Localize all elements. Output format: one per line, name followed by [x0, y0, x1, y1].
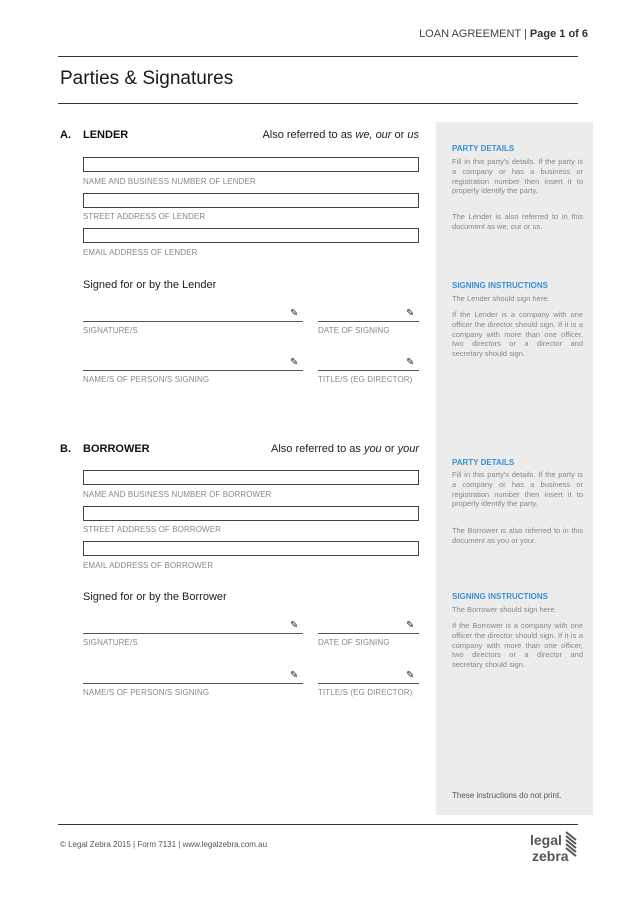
legal-zebra-logo — [530, 828, 578, 868]
borrower-email-label: EMAIL ADDRESS OF BORROWER — [83, 561, 214, 570]
section-a-letter: A. — [60, 129, 71, 141]
lender-date-label: DATE OF SIGNING — [318, 326, 390, 335]
lender-email-field[interactable] — [83, 228, 419, 243]
borrower-party-details-heading: PARTY DETAILS — [452, 458, 515, 467]
lender-signing-text: The Lender should sign here. — [452, 294, 550, 303]
lender-party-details-text: Fill in this party's details. If the party is a company or has a business or registration number then insert it to properly identify the party. — [452, 157, 583, 196]
lender-address-field[interactable] — [83, 193, 419, 208]
header-divider — [58, 56, 578, 57]
section-b-letter: B. — [60, 443, 71, 455]
borrower-name-field[interactable] — [83, 470, 419, 485]
section-a-title: LENDER — [83, 129, 129, 141]
pen-icon: ✎ — [406, 308, 415, 319]
borrower-signing-detail: If the Borrower is a company with one officer the director should sign. If it is a company with more than one officer, two directors or a director and secretary should sign. — [452, 621, 583, 670]
borrower-date-label: DATE OF SIGNING — [318, 638, 390, 647]
borrower-address-field[interactable] — [83, 506, 419, 521]
lender-signature-label: SIGNATURE/S — [83, 326, 138, 335]
lender-name-label: NAME AND BUSINESS NUMBER OF LENDER — [83, 177, 256, 186]
borrower-signing-text: The Borrower should sign here. — [452, 605, 557, 614]
borrower-names-line[interactable] — [83, 683, 303, 684]
pen-icon: ✎ — [290, 308, 299, 319]
borrower-alias: Also referred to as you or your — [271, 443, 419, 455]
lender-address-label: STREET ADDRESS OF LENDER — [83, 212, 206, 221]
lender-signature-line[interactable] — [83, 321, 303, 322]
svg-text:legal: legal — [530, 832, 562, 848]
borrower-address-label: STREET ADDRESS OF BORROWER — [83, 525, 222, 534]
borrower-party-details-text: Fill in this party's details. If the party is a company or has a business or registration number then insert it to properly identify the party. — [452, 470, 583, 509]
lender-signing-heading: SIGNING INSTRUCTIONS — [452, 281, 549, 290]
pen-icon: ✎ — [406, 670, 415, 681]
document-name: LOAN AGREEMENT | — [419, 28, 527, 40]
borrower-signing-heading: SIGNING INSTRUCTIONS — [452, 592, 549, 601]
borrower-alias-note: The Borrower is also referred to in this document as you or your. — [452, 526, 583, 545]
lender-names-line[interactable] — [83, 370, 303, 371]
lender-title-label: TITLE/S (EG DIRECTOR) — [318, 375, 413, 384]
lender-date-line[interactable] — [318, 321, 419, 322]
lender-party-details-heading: PARTY DETAILS — [452, 144, 515, 153]
lender-title-line[interactable] — [318, 370, 419, 371]
page-title: Parties & Signatures — [60, 68, 234, 89]
lender-names-label: NAME/S OF PERSON/S SIGNING — [83, 375, 210, 384]
pen-icon: ✎ — [290, 670, 299, 681]
print-note: These instructions do not print. — [452, 791, 562, 800]
section-b-title: BORROWER — [83, 443, 150, 455]
page-header — [419, 28, 588, 40]
borrower-signed-label: Signed for or by the Borrower — [83, 591, 227, 603]
page-number: Page 1 of 6 — [529, 28, 588, 40]
borrower-title-label: TITLE/S (EG DIRECTOR) — [318, 688, 413, 697]
borrower-title-line[interactable] — [318, 683, 419, 684]
lender-name-field[interactable] — [83, 157, 419, 172]
lender-signed-label: Signed for or by the Lender — [83, 279, 217, 291]
borrower-signature-line[interactable] — [83, 633, 303, 634]
lender-signing-detail: If the Lender is a company with one officer the director should sign. If it is a company with more than one officer, two directors or a director and secretary should sign. — [452, 310, 583, 359]
title-divider — [58, 103, 578, 104]
lender-alias: Also referred to as we, our or us — [262, 129, 419, 141]
svg-text:zebra: zebra — [532, 848, 569, 864]
borrower-email-field[interactable] — [83, 541, 419, 556]
borrower-signature-label: SIGNATURE/S — [83, 638, 138, 647]
lender-email-label: EMAIL ADDRESS OF LENDER — [83, 248, 198, 257]
footer-divider — [58, 824, 578, 825]
borrower-name-label: NAME AND BUSINESS NUMBER OF BORROWER — [83, 490, 272, 499]
pen-icon: ✎ — [290, 620, 299, 631]
borrower-names-label: NAME/S OF PERSON/S SIGNING — [83, 688, 210, 697]
footer-text: © Legal Zebra 2015 | Form 7131 | www.legalzebra.com.au — [60, 840, 268, 849]
borrower-date-line[interactable] — [318, 633, 419, 634]
lender-alias-note: The Lender is also referred to in this document as we, our or us. — [452, 212, 583, 231]
pen-icon: ✎ — [290, 357, 299, 368]
pen-icon: ✎ — [406, 357, 415, 368]
pen-icon: ✎ — [406, 620, 415, 631]
